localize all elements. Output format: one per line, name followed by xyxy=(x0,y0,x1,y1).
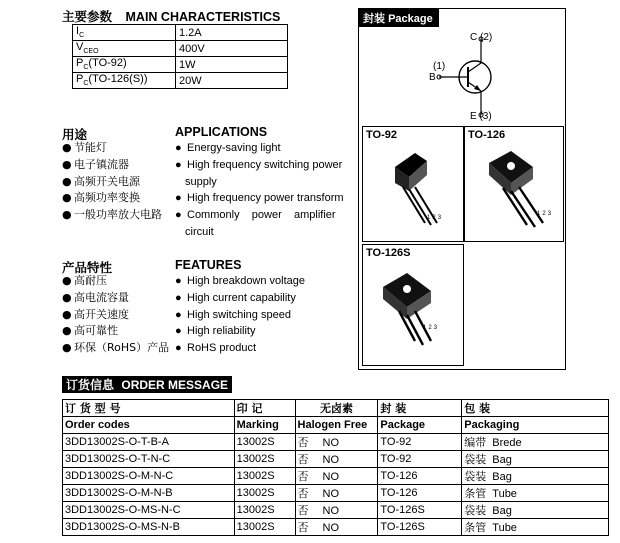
order-row xyxy=(63,502,609,519)
header-en: Halogen Free xyxy=(295,417,378,434)
characteristic-param: $V_{CEO}$ xyxy=(73,41,176,57)
header-cn: 订 货 型 号 xyxy=(63,400,235,417)
package-cell-to126 xyxy=(464,126,564,242)
bullet-icon: ● xyxy=(62,191,72,205)
order-code: 3DD13002S-O-T-B-A xyxy=(63,434,235,451)
bullet-icon: ● xyxy=(175,275,182,287)
bullet-icon: ● xyxy=(175,325,182,338)
characteristic-row xyxy=(73,73,288,89)
main-characteristics-table xyxy=(72,24,288,89)
characteristic-row xyxy=(73,57,288,73)
list-item: circuit xyxy=(185,225,214,238)
header-cn: 印 记 xyxy=(234,400,295,417)
order-halogen-free: 否 NO xyxy=(295,451,378,468)
features-list-en xyxy=(175,273,305,357)
list-item: ● High frequency power transform xyxy=(175,190,350,207)
to126s-package-icon xyxy=(373,261,458,361)
applications-title-cn: 用途 xyxy=(62,127,88,142)
pin-c-label: C (2) xyxy=(470,32,493,43)
order-packaging: 条管 Tube xyxy=(462,485,609,502)
list-item: ● High current capability xyxy=(175,290,305,307)
main-title-en: MAIN CHARACTERISTICS xyxy=(125,10,281,24)
list-item: ● 高耐压 xyxy=(62,273,169,290)
characteristic-param: $P_C(TO-126(S))$ xyxy=(73,73,176,89)
bullet-icon: ● xyxy=(175,291,182,304)
order-row xyxy=(63,485,609,502)
order-marking: 13002S xyxy=(234,451,295,468)
features-title-en: FEATURES xyxy=(175,258,242,272)
package-title xyxy=(359,9,439,27)
order-title-cn: 订货信息 xyxy=(66,378,115,392)
header-cn: 封 装 xyxy=(378,400,462,417)
order-header-en-row xyxy=(63,417,609,434)
list-item: ● High reliability xyxy=(175,323,305,340)
order-code: 3DD13002S-O-M-N-B xyxy=(63,485,235,502)
order-row xyxy=(63,451,609,468)
applications-list-en xyxy=(175,140,350,241)
list-item: ● High breakdown voltage xyxy=(175,273,305,290)
order-halogen-free: 否 NO xyxy=(295,468,378,485)
bullet-icon: ● xyxy=(175,308,182,321)
list-item: ● Energy-saving light xyxy=(175,140,350,157)
order-package: TO-126S xyxy=(378,519,462,536)
order-packaging: 袋装 Bag xyxy=(462,502,609,519)
order-packaging: 袋装 Bag xyxy=(462,468,609,485)
package-cell-to92 xyxy=(362,126,464,242)
main-title-cn: 主要参数 xyxy=(62,9,113,24)
order-row xyxy=(63,468,609,485)
order-marking: 13002S xyxy=(234,519,295,536)
header-en: Marking xyxy=(234,417,295,434)
list-item: supply xyxy=(185,175,217,188)
applications-list-cn xyxy=(62,140,162,224)
list-item: ● 高可靠性 xyxy=(62,323,169,340)
characteristic-param: $I_C$ xyxy=(73,25,176,41)
bullet-icon: ● xyxy=(175,142,182,154)
order-row xyxy=(63,519,609,536)
main-characteristics-title xyxy=(62,7,280,25)
characteristic-param: $P_C(TO-92)$ xyxy=(73,57,176,73)
bullet-icon: ● xyxy=(62,341,72,355)
order-table xyxy=(62,399,609,536)
list-item: ● 高频开关电源 xyxy=(62,174,162,191)
bullet-icon: ● xyxy=(62,290,72,304)
bullet-icon: ● xyxy=(62,274,72,287)
list-item: ● High switching speed xyxy=(175,307,305,324)
order-code: 3DD13002S-O-T-N-C xyxy=(63,451,235,468)
list-item: ● High frequency switching power xyxy=(175,157,350,174)
order-marking: 13002S xyxy=(234,485,295,502)
order-halogen-free: 否 NO xyxy=(295,519,378,536)
to126-package-icon xyxy=(475,143,560,238)
features-title-cn: 产品特性 xyxy=(62,260,113,275)
package-cell-label: TO-92 xyxy=(366,129,397,141)
bullet-icon: ● xyxy=(175,209,182,222)
list-item: ● RoHS product xyxy=(175,340,305,357)
order-package: TO-126 xyxy=(378,468,462,485)
pin-numbers: 123 xyxy=(423,325,440,331)
order-marking: 13002S xyxy=(234,468,295,485)
bullet-icon: ● xyxy=(175,192,182,205)
order-halogen-free: 否 NO xyxy=(295,434,378,451)
order-package: TO-92 xyxy=(378,434,462,451)
package-panel xyxy=(358,8,566,370)
bullet-icon: ● xyxy=(62,157,72,171)
order-code: 3DD13002S-O-MS-N-C xyxy=(63,502,235,519)
list-item: ● 一般功率放大电路 xyxy=(62,207,162,224)
header-cn: 包 装 xyxy=(462,400,609,417)
package-title-cn: 封装 xyxy=(363,12,385,25)
order-header-cn-row xyxy=(63,400,609,417)
bullet-icon: ● xyxy=(62,208,72,222)
package-cell-label: TO-126S xyxy=(366,247,411,259)
features-list-cn xyxy=(62,273,169,357)
package-cell-to126s xyxy=(362,244,464,366)
header-en: Order codes xyxy=(63,417,235,434)
characteristic-value: 1W xyxy=(176,57,288,73)
list-item: ● 高开关速度 xyxy=(62,307,169,324)
order-packaging: 袋装 Bag xyxy=(462,451,609,468)
package-cell-label: TO-126 xyxy=(468,129,506,141)
list-item: ● 节能灯 xyxy=(62,140,162,157)
header-en: Packaging xyxy=(462,417,609,434)
bullet-icon: ● xyxy=(62,174,72,188)
bullet-icon: ● xyxy=(175,158,182,171)
order-code: 3DD13002S-O-MS-N-B xyxy=(63,519,235,536)
order-marking: 13002S xyxy=(234,502,295,519)
pin-b-num: (1) xyxy=(433,61,446,72)
bullet-icon: ● xyxy=(62,307,72,321)
list-item: ● 环保（RoHS）产品 xyxy=(62,340,169,357)
characteristic-value: 1.2A xyxy=(176,25,288,41)
header-en: Package xyxy=(378,417,462,434)
to92-package-icon xyxy=(383,145,458,235)
order-halogen-free: 否 NO xyxy=(295,485,378,502)
order-row xyxy=(63,434,609,451)
order-code: 3DD13002S-O-M-N-C xyxy=(63,468,235,485)
pin-b-label: B xyxy=(429,72,436,83)
order-packaging: 编带 Brede xyxy=(462,434,609,451)
list-item: ● 高电流容量 xyxy=(62,290,169,307)
characteristic-value: 400V xyxy=(176,41,288,57)
list-item: ● 电子镇流器 xyxy=(62,157,162,174)
header-cn: 无卤素 xyxy=(295,400,378,417)
pin-e-label: E (3) xyxy=(470,111,492,122)
bullet-icon: ● xyxy=(175,342,182,355)
order-packaging: 条管 Tube xyxy=(462,519,609,536)
order-package: TO-92 xyxy=(378,451,462,468)
order-package: TO-126 xyxy=(378,485,462,502)
order-title-en: ORDER MESSAGE xyxy=(121,378,229,392)
characteristic-row xyxy=(73,25,288,41)
order-marking: 13002S xyxy=(234,434,295,451)
order-package: TO-126S xyxy=(378,502,462,519)
characteristic-value: 20W xyxy=(176,73,288,89)
bullet-icon: ● xyxy=(62,141,72,154)
order-message-title xyxy=(62,376,232,393)
list-item: ● 高频功率变换 xyxy=(62,190,162,207)
bullet-icon: ● xyxy=(62,324,72,338)
applications-title-en: APPLICATIONS xyxy=(175,125,268,139)
pin-numbers: 123 xyxy=(427,215,444,221)
pin-numbers: 123 xyxy=(537,211,554,217)
list-item: ● Commonly power amplifier xyxy=(175,207,350,224)
characteristic-row xyxy=(73,41,288,57)
order-halogen-free: 否 NO xyxy=(295,502,378,519)
package-title-en: Package xyxy=(388,13,433,25)
